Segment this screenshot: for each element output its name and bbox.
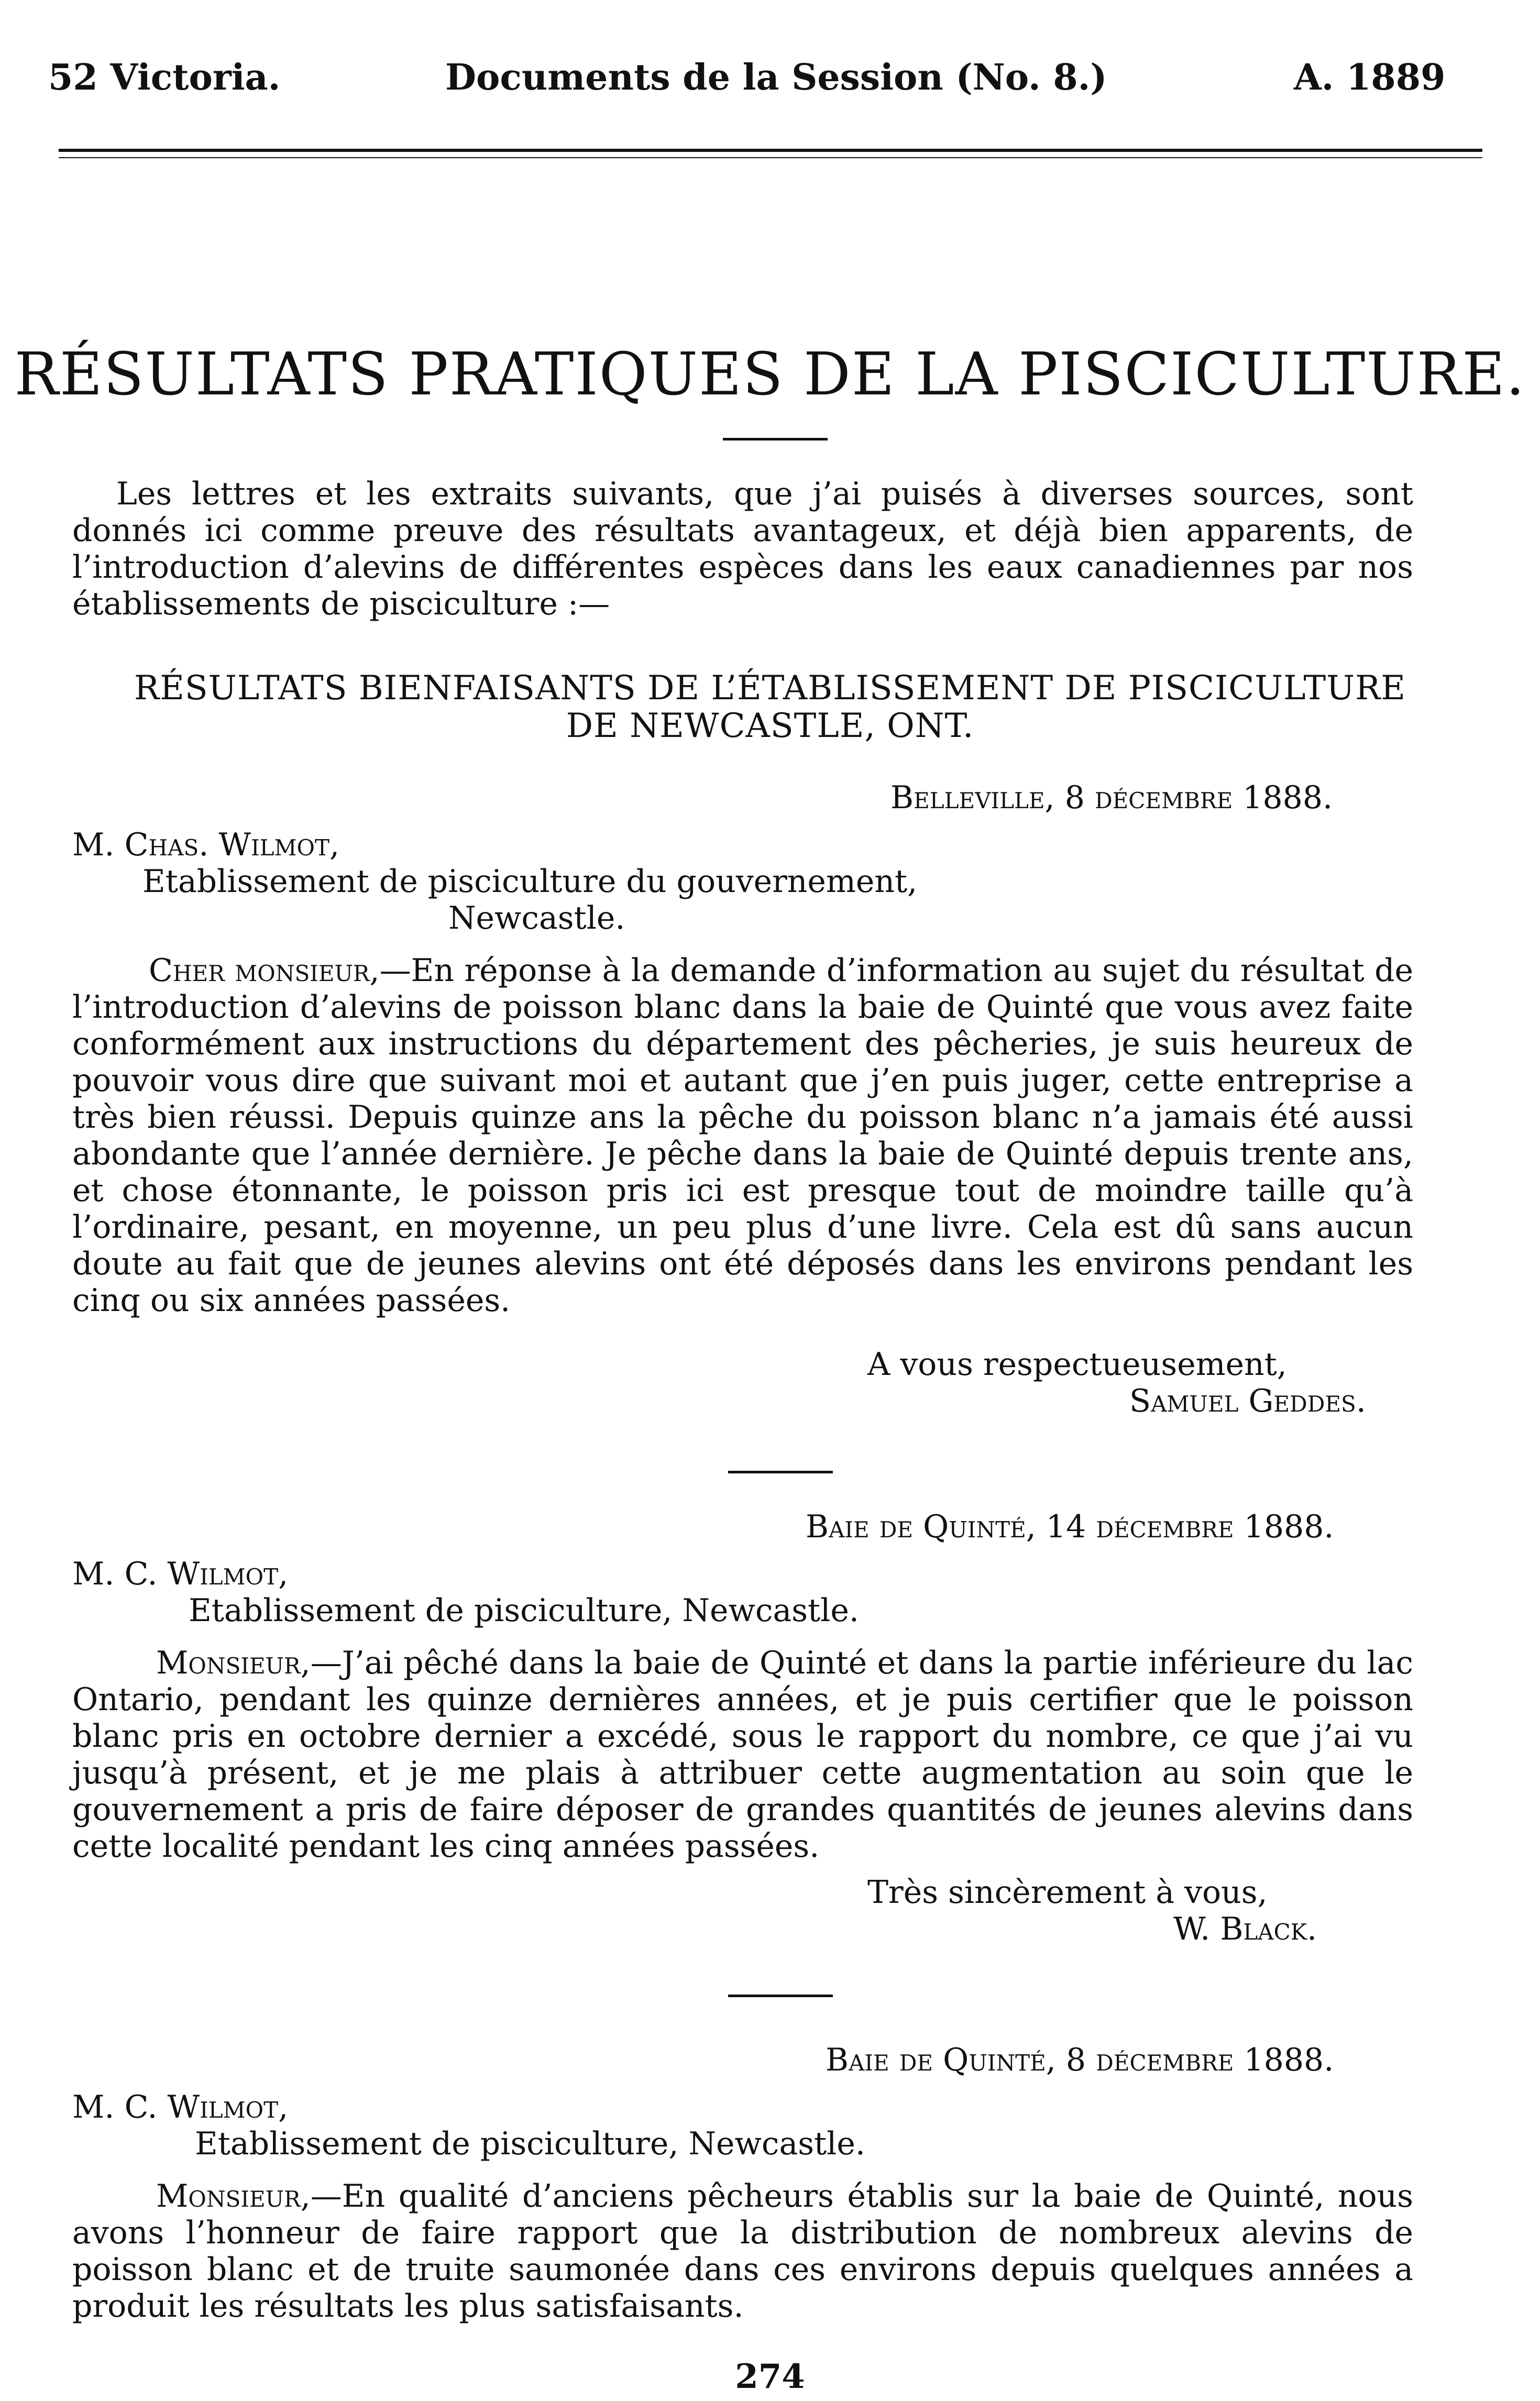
letter3-body bbox=[72, 2178, 1413, 2325]
section-heading bbox=[0, 669, 1540, 745]
letter2-closing: Très sincèrement à vous, bbox=[867, 1874, 1268, 1911]
letter1-place-date: Belleville, 8 décembre 1888. bbox=[890, 779, 1333, 816]
letter2-body bbox=[72, 1645, 1413, 1865]
header-rule-thick bbox=[59, 149, 1482, 152]
page-title: RÉSULTATS PRATIQUES DE LA PISCICULTURE. bbox=[14, 340, 1526, 409]
letter1-signature: Samuel Geddes. bbox=[1129, 1383, 1366, 1419]
letter3-body-text: —En qualité d’anciens pêcheurs établis sur la baie de Quinté, nous avons l’honneur de faire rapport que la distribution de nombreux alevins de poisson blanc et de truite saumonée dans ces environs depuis quelques années a produit les résultats les plus satisfaisants. bbox=[72, 2178, 1413, 2325]
header-rule-thin bbox=[59, 157, 1482, 158]
letter3-place-date: Baie de Quinté, 8 décembre 1888. bbox=[826, 2042, 1334, 2078]
letter2-recipient: M. C. Wilmot, bbox=[72, 1556, 289, 1592]
letter2-place-date: Baie de Quinté, 14 décembre 1888. bbox=[806, 1508, 1334, 1545]
letter-separator-1 bbox=[728, 1471, 833, 1473]
letter1-recipient: M. Chas. Wilmot, bbox=[72, 827, 340, 863]
page-number: 274 bbox=[735, 2357, 805, 2396]
letter1-address1: Etablissement de pisciculture du gouvernement, bbox=[142, 863, 918, 900]
letter1-address2: Newcastle. bbox=[448, 900, 625, 937]
letter1-closing: A vous respectueusement, bbox=[867, 1346, 1287, 1383]
letter2-signature: W. Black. bbox=[1173, 1911, 1317, 1947]
letter2-salutation: Monsieur, bbox=[156, 1645, 311, 1681]
intro-text: Les lettres et les extraits suivants, que j’ai puisés à diverses sources, sont donnés ici comme preuve des résultats avantageux, et déjà bien apparents, de l’introduction d’alevins de différentes espèces dans les eaux canadiennes par nos établissements de pisciculture :— bbox=[72, 476, 1413, 622]
header-left: 52 Victoria. bbox=[48, 57, 281, 98]
letter3-salutation: Monsieur, bbox=[156, 2178, 311, 2215]
letter2-address1: Etablissement de pisciculture, Newcastle. bbox=[189, 1592, 859, 1629]
section-heading-line1: RÉSULTATS BIENFAISANTS DE L’ÉTABLISSEMENT DE PISCICULTURE bbox=[134, 669, 1406, 708]
letter1-salutation: Cher monsieur, bbox=[149, 952, 380, 989]
letter1-body bbox=[72, 952, 1413, 1319]
letter2-body-text: —J’ai pêché dans la baie de Quinté et dans la partie inférieure du lac Ontario, pendant les quinze dernières années, et je puis certifier que le poisson blanc pris en octobre dernier a excédé, sous le rapport du nombre, ce que j’ai vu jusqu’à présent, et je me plais à attribuer cette augmentation au soin que le gouvernement a pris de faire déposer de grandes quantités de jeunes alevins dans cette localité pendant les cinq années passées. bbox=[72, 1645, 1413, 1865]
title-separator bbox=[723, 438, 828, 440]
letter-separator-2 bbox=[728, 1995, 833, 1997]
section-heading-line2: DE NEWCASTLE, ONT. bbox=[566, 707, 974, 745]
letter1-body-text: —En réponse à la demande d’information au sujet du résultat de l’introduction d’alevins de poisson blanc dans la baie de Quinté que vous avez faite conformément aux instructions du département des pêcheries, je suis heureux de pouvoir vous dire que suivant moi et autant que j’en puis juger, cette entreprise a très bien réussi. Depuis quinze ans la pêche du poisson blanc n’a jamais été aussi abondante que l’année dernière. Je pêche dans la baie de Quinté depuis trente ans, et chose étonnante, le poisson pris ici est presque tout de moindre taille qu’à l’ordinaire, pesant, en moyenne, un peu plus d’une livre. Cela est dû sans aucun doute au fait que de jeunes alevins ont été déposés dans les environs pendant les cinq ou six années passées. bbox=[72, 952, 1413, 1319]
letter3-recipient: M. C. Wilmot, bbox=[72, 2089, 289, 2125]
header-right: A. 1889 bbox=[1294, 57, 1446, 98]
intro-paragraph bbox=[72, 476, 1413, 622]
letter3-address1: Etablissement de pisciculture, Newcastle. bbox=[195, 2125, 865, 2162]
header-center: Documents de la Session (No. 8.) bbox=[445, 57, 1107, 98]
